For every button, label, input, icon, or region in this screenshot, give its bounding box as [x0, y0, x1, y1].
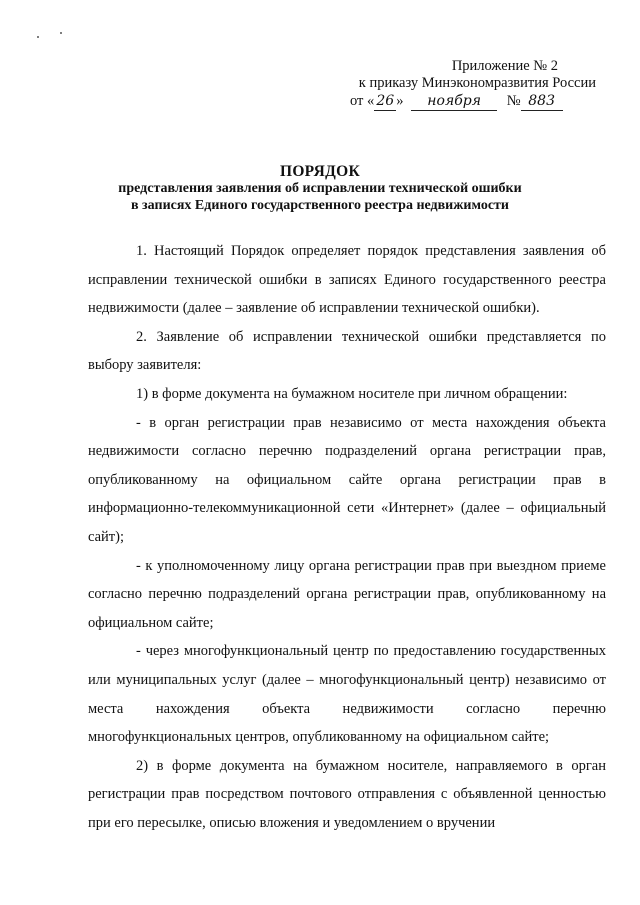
- paragraph-2: 2. Заявление об исправлении технической ошибки представляется по выбору заявителя:: [88, 328, 606, 374]
- appendix-number: Приложение № 2: [451, 58, 558, 74]
- document-body: [88, 237, 606, 837]
- scan-speck: [60, 32, 62, 34]
- paragraph-6: - через многофункциональный центр по предоставлению государственных или муниципальных услуг (далее – многофункциональный центр) независимо от места нахождения объекта недвижимости согласно перечню многофункциональных центров, опубликованному на официальном сайте;: [88, 643, 606, 746]
- document-subtitle-line2: в записях Единого государственного реестра недвижимости: [131, 198, 509, 213]
- paragraph-3: 1) в форме документа на бумажном носителе при личном обращении:: [136, 385, 568, 402]
- date-mid: »: [396, 93, 404, 109]
- date-prefix: от «: [350, 93, 375, 109]
- order-number-handwritten: 883: [521, 93, 563, 111]
- paragraph-1: 1. Настоящий Порядок определяет порядок представления заявления об исправлении технической ошибки в записях Единого государственного реестра недвижимости (далее – заявление об исправлении технической ошибки).: [88, 243, 606, 317]
- order-date-line: [336, 92, 596, 112]
- scan-speck: [37, 36, 39, 38]
- order-reference: к приказу Минэкономразвития России: [358, 75, 596, 91]
- paragraph-4: - в орган регистрации прав независимо от места нахождения объекта недвижимости согласно перечню подразделений органа регистрации прав, опубликованному на официальном сайте органа регистрации прав в информационно-телекоммуникационной сети «Интернет» (далее – официальный сайт);: [88, 414, 606, 545]
- number-prefix: №: [506, 93, 521, 109]
- document-subtitle-line1: представления заявления об исправлении технической ошибки: [118, 181, 522, 196]
- paragraph-5: - к уполномоченному лицу органа регистрации прав при выездном приеме согласно перечню подразделений органа регистрации прав, опубликованному на официальном сайте;: [88, 557, 606, 631]
- date-day-handwritten: 26: [374, 93, 396, 111]
- document-title: ПОРЯДОК: [279, 163, 361, 180]
- paragraph-7: 2) в форме документа на бумажном носителе, направляемого в орган регистрации прав посредством почтового отправления с объявленной ценностью при его пересылке, описью вложения и уведомлением о вручении: [88, 757, 606, 831]
- appendix-header: [336, 58, 596, 112]
- date-month-handwritten: ноября: [411, 93, 497, 111]
